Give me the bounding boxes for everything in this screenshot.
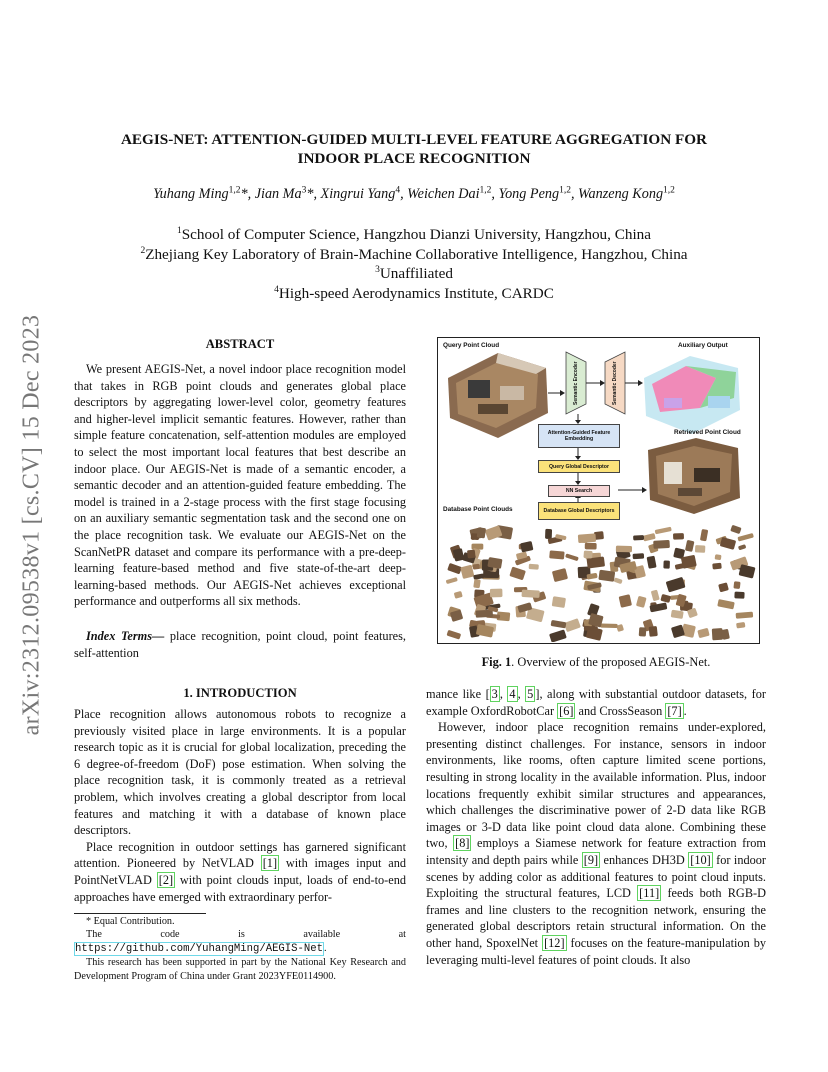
database-thumbnail xyxy=(673,533,684,540)
right-column-body xyxy=(426,686,766,968)
database-thumbnail xyxy=(712,628,723,640)
intro-paragraph-1: Place recognition allows autonomous robots to recognize a previously visited place in large environments. It is a popular research topic as it is crucial for global localization, preceding the 6 degree-of-freedom (DoF) pose estimation. When solving the place recognition task, it is commonly treated as a retrieval problem, which involves creating a global descriptor from local features and matching it with a database of known place descriptors. xyxy=(74,707,406,838)
database-thumbnail xyxy=(739,564,756,578)
database-thumbnail xyxy=(600,623,618,628)
database-thumbnail xyxy=(509,566,526,580)
database-thumbnail xyxy=(578,533,596,543)
database-thumbnail xyxy=(471,544,483,550)
database-thumbnail xyxy=(583,550,592,558)
affiliation: $^1$School of Computer Science, Hangzhou Dianzi University, Hangzhou, China xyxy=(176,225,652,243)
affiliation-list xyxy=(60,225,768,303)
database-thumbnail xyxy=(636,596,647,608)
database-thumbnail xyxy=(473,579,480,588)
database-thumbnail xyxy=(712,563,722,570)
database-thumbnail xyxy=(734,592,744,599)
database-thumbnail xyxy=(639,627,647,636)
aux-label: Auxiliary Output xyxy=(678,342,728,349)
database-thumbnail xyxy=(649,626,658,637)
affiliation: $^4$High-speed Aerodynamics Institute, CARDC xyxy=(274,284,554,302)
database-point-clouds-image xyxy=(438,522,759,642)
intro-paragraph-2: Place recognition in outdoor settings has garnered significant attention. Pioneered by NetVLAD [1] with images input and PointNetVLAD [2] with point clouds input, loads of end-to-end approaches have emerged with extraordinary perfor- xyxy=(74,839,406,904)
database-thumbnail xyxy=(666,577,686,593)
database-label: Database Point Clouds xyxy=(443,506,513,513)
database-thumbnail xyxy=(614,577,623,584)
database-thumbnail xyxy=(647,556,657,569)
retrieved-point-cloud-image xyxy=(648,438,740,514)
database-descriptors-box: Database Global Descriptors xyxy=(538,502,620,520)
database-thumbnail xyxy=(736,612,754,619)
database-thumbnail xyxy=(477,527,486,538)
database-thumbnail xyxy=(737,533,754,542)
database-thumbnail xyxy=(697,628,709,638)
database-thumbnail xyxy=(584,626,598,631)
database-thumbnail xyxy=(643,533,656,542)
citation-link[interactable]: [11] xyxy=(639,886,660,901)
database-thumbnail xyxy=(564,618,581,632)
citation-link[interactable]: [7] xyxy=(667,703,682,718)
database-thumbnail xyxy=(616,546,632,553)
citation-link[interactable]: [12] xyxy=(544,935,565,950)
database-thumbnail xyxy=(522,589,540,597)
nn-search-box: NN Search xyxy=(548,485,610,497)
database-thumbnail xyxy=(730,525,741,534)
citation-link[interactable]: [9] xyxy=(583,852,599,867)
semantic-encoder: Semantic Encoder xyxy=(573,361,579,405)
database-thumbnail xyxy=(655,527,672,535)
attention-embedding-box: Attention-Guided Feature Embedding xyxy=(538,424,620,448)
database-thumbnail xyxy=(552,568,568,582)
database-thumbnail xyxy=(549,550,564,559)
overview-figure xyxy=(437,337,760,644)
citation-link[interactable]: 4 xyxy=(509,687,516,701)
database-thumbnail xyxy=(565,553,579,561)
auxiliary-output-image xyxy=(644,356,740,434)
figure-caption: Fig. 1. Overview of the proposed AEGIS-Net. xyxy=(481,655,711,669)
citation-link[interactable]: [6] xyxy=(559,703,574,718)
author: Yong Peng$^{1,2}$ xyxy=(498,185,571,202)
database-thumbnail xyxy=(651,590,660,602)
footnote-code: The code is available at https://github.com/YuhangMing/AEGIS-Net. xyxy=(75,929,406,955)
author: Yuhang Ming$^{1,2}$* xyxy=(153,185,248,202)
database-thumbnail xyxy=(447,630,462,640)
query-descriptor-box: Query Global Descriptor xyxy=(538,460,620,473)
footnotes xyxy=(74,915,406,983)
intro-body xyxy=(74,706,406,905)
title-line-1: AEGIS-NET: ATTENTION-GUIDED MULTI-LEVEL FEATURE AGGREGATION FOR xyxy=(120,131,708,148)
query-label: Query Point Cloud xyxy=(443,342,500,349)
database-thumbnail xyxy=(529,564,539,570)
database-thumbnail xyxy=(473,564,481,570)
right-paragraph-1: mance like [ 3 , 4 , 5 ], along with substantial outdoor datasets, for example OxfordRobotCar [6] and CrossSeason [7] . xyxy=(426,687,766,718)
database-thumbnail xyxy=(660,594,671,603)
right-paragraph-2: However, indoor place recognition remains under-explored, presenting distinct challenges. For instance, sensors in indoor environments, like rooms, often capture limited scene portions, resulting in strong locality in the available information. Plus, indoor locations frequently exhibit similar structures and appearances, which challenges the discriminative power of 2-D data like RGB images or 3-D data like point cloud data alone. Combining these two, [8] employs a Siamese network for feature extraction from intensity and depth pairs while [9] enhances DH3D [10] for indoor scenes by adding color as additional features to point cloud inputs. Exploiting the structural features, LCD [11] feeds both RGB-D frames and line clusters to the recognition network, ensuring the generated global descriptors retain structural information. On the other hand, SpoxelNet [12] focuses on the feature-manipulation by leveraging multi-level features of point clouds. It also xyxy=(426,720,767,967)
footnote-rule xyxy=(74,913,206,914)
database-thumbnail xyxy=(695,545,705,553)
database-thumbnail xyxy=(447,563,462,574)
database-thumbnail xyxy=(715,554,722,560)
database-thumbnail xyxy=(663,560,670,568)
author: Weichen Dai$^{1,2}$ xyxy=(407,185,492,202)
database-thumbnail xyxy=(552,596,566,608)
citation-link[interactable]: 5 xyxy=(527,687,534,701)
database-thumbnail xyxy=(551,620,567,629)
intro-heading: 1. INTRODUCTION xyxy=(183,686,297,700)
database-thumbnail xyxy=(549,629,567,642)
database-thumbnail xyxy=(718,582,729,592)
citation-link[interactable]: [2] xyxy=(158,872,174,887)
database-thumbnail xyxy=(545,529,552,539)
query-point-cloud-image xyxy=(448,353,548,438)
footnote-funding: This research has been supported in part by the National Key Research and Development Program of China under Grant 2023YFE0114900. xyxy=(74,957,406,982)
database-thumbnail xyxy=(733,581,740,589)
code-link[interactable]: https://github.com/YuhangMing/AEGIS-Net xyxy=(75,942,323,955)
citation-link[interactable]: [8] xyxy=(455,836,470,851)
database-thumbnail xyxy=(633,553,645,559)
database-thumbnail xyxy=(520,541,533,553)
database-thumbnail xyxy=(717,599,735,609)
index-terms: Index Terms— place recognition, point cloud, point features, self-attention xyxy=(74,629,406,660)
abstract-heading: ABSTRACT xyxy=(205,337,275,351)
database-thumbnail xyxy=(738,544,746,550)
database-thumbnail xyxy=(720,537,736,550)
database-thumbnail xyxy=(633,535,644,541)
database-thumbnail xyxy=(454,591,463,599)
database-thumbnail xyxy=(476,610,493,618)
database-thumbnail xyxy=(467,550,476,559)
semantic-decoder: Semantic Decoder xyxy=(612,361,618,405)
author: Xingrui Yang$^4$ xyxy=(320,185,401,202)
database-thumbnail xyxy=(671,624,685,638)
database-thumbnail xyxy=(453,548,465,561)
arxiv-identifier: arXiv:2312.09538v1 [cs.CV] 15 Dec 2023 xyxy=(18,314,45,736)
database-thumbnail xyxy=(653,540,670,549)
database-thumbnail xyxy=(446,577,458,584)
retrieved-label: Retrieved Point Cloud xyxy=(674,429,741,436)
affiliation: $^3$Unaffiliated xyxy=(375,264,453,282)
database-thumbnail xyxy=(598,570,615,582)
database-thumbnail xyxy=(700,529,708,541)
affiliation: $^2$Zhejiang Key Laboratory of Brain-Machine Collaborative Intelligence, Hangzhou, China xyxy=(140,245,688,263)
database-thumbnail xyxy=(619,594,632,608)
database-thumbnail xyxy=(736,622,745,629)
title-line-2: INDOOR PLACE RECOGNITION xyxy=(297,150,531,167)
database-thumbnail xyxy=(460,565,474,579)
database-thumbnail xyxy=(675,563,685,570)
database-thumbnail xyxy=(490,589,503,598)
citation-link[interactable]: [10] xyxy=(690,852,711,867)
citation-link[interactable]: [1] xyxy=(262,856,278,871)
author: Wanzeng Kong$^{1,2}$ xyxy=(578,185,675,202)
database-thumbnail xyxy=(685,540,694,552)
author-list: Yuhang Ming$^{1,2}$*, Jian Ma$^3$*, Xingrui Yang$^4$, Weichen Dai$^{1,2}$, Yong Peng$^{1,2}$, Wanzeng Kong$^{1,2}$ xyxy=(153,185,675,202)
database-thumbnail xyxy=(671,610,684,619)
paper-title xyxy=(80,130,748,168)
database-thumbnail xyxy=(585,543,597,550)
footnote-equal: * Equal Contribution. xyxy=(86,916,175,927)
citation-link[interactable]: 3 xyxy=(491,687,498,701)
author: Jian Ma$^3$* xyxy=(254,185,314,202)
abstract-body: We present AEGIS-Net, a novel indoor place recognition model that takes in RGB point clouds and generates global place descriptors by aggregating lower-level color, geometry features and higher-level implicit semantic features. However, rather than simple feature concatenation, self-attention modules are employed to select the most important local features that best describe an indoor place. Our AEGIS-Net is made of a semantic encoder, a semantic decoder and an attention-guided feature embedding. The model is trained in a 2-stage process with the first stage focusing on an auxiliary semantic segmentation task and the second one on the place recognition task. We evaluate our AEGIS-Net on the ScanNetPR dataset and compare its performance with a pre-deep-learning feature-based method and five state-of-the-art deep-learning-based methods. Our AEGIS-Net achieves exceptional performance and outperforms all six methods. xyxy=(74,362,406,609)
